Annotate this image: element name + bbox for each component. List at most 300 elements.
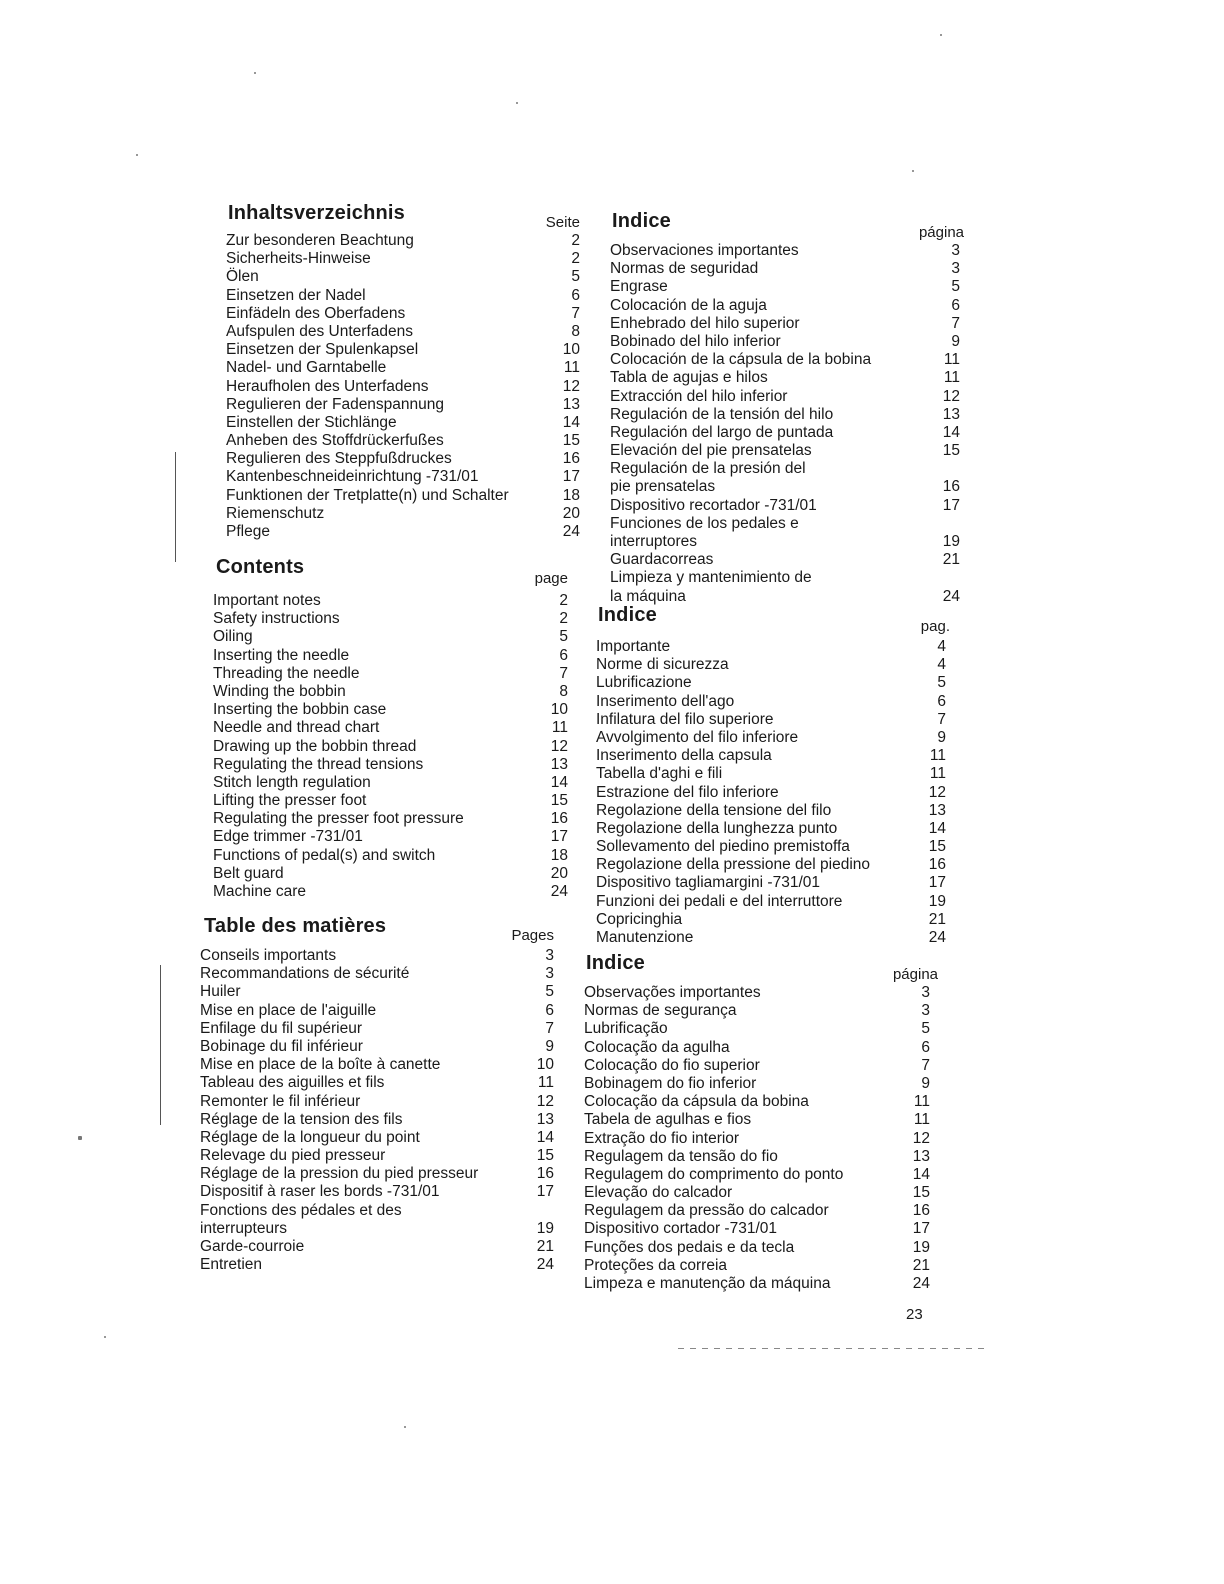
toc-entry-page: 2 — [559, 592, 568, 609]
toc-entry-title: Edge trimmer -731/01 — [213, 828, 363, 846]
toc-entry-title: Oiling — [213, 628, 253, 646]
toc-entry-page: 8 — [571, 322, 580, 340]
toc-entry-title: Regulieren der Fadenspannung — [226, 395, 445, 413]
toc-entry-page: 5 — [571, 268, 580, 286]
toc-entry — [213, 683, 568, 701]
toc-entry-page: 17 — [562, 468, 580, 486]
toc-entry-title: Bobinagem do fio inferior — [584, 1074, 757, 1092]
toc-entry-title: Bobinage du fil inférieur — [200, 1037, 363, 1055]
toc-entry-title: Regulating the presser foot pressure — [213, 810, 464, 828]
toc-entry-title: Kantenbeschneideinrichtung -731/01 — [226, 468, 479, 486]
toc-entry — [610, 278, 960, 296]
toc-entry — [610, 351, 960, 369]
toc-entry-title: Regolazione della tensione del filo — [596, 801, 832, 819]
toc-entries — [602, 240, 964, 606]
toc-entry-title: Pflege — [226, 523, 270, 540]
toc-entry-title: Colocación de la aguja — [610, 296, 767, 314]
toc-entry — [584, 1184, 930, 1202]
toc-section-en — [204, 556, 568, 901]
toc-entry — [200, 1093, 554, 1111]
toc-entry — [226, 378, 580, 396]
section-title: Indice — [612, 210, 671, 232]
toc-entry — [584, 1202, 930, 1220]
toc-entry — [596, 765, 946, 783]
toc-entry-page: 8 — [559, 682, 568, 700]
toc-entry-title: Threading the needle — [213, 664, 360, 682]
toc-entry-title: Réglage de la tension des fils — [200, 1110, 403, 1128]
toc-entry-page: 7 — [951, 314, 960, 332]
toc-entry-title: Enhebrado del hilo superior — [610, 314, 800, 332]
toc-entry — [610, 315, 960, 333]
toc-entry-page: 3 — [545, 947, 554, 964]
toc-entry — [584, 1130, 930, 1148]
toc-entry-title: Important notes — [213, 592, 321, 609]
toc-entry — [226, 523, 580, 541]
toc-entry — [610, 369, 960, 387]
toc-entry — [610, 442, 960, 460]
toc-entry-title: Proteções da correia — [584, 1256, 728, 1274]
toc-entry-page: 18 — [562, 486, 580, 504]
toc-entry-title: Conseils importants — [200, 947, 337, 964]
toc-entry-title: Riemenschutz — [226, 504, 325, 522]
toc-entry-page: 11 — [537, 1074, 554, 1092]
section-title: Table des matières — [204, 915, 387, 937]
toc-entry-page: 17 — [942, 496, 960, 514]
toc-entry-page: 10 — [562, 341, 580, 359]
toc-entry — [596, 656, 946, 674]
toc-entry — [584, 1148, 930, 1166]
toc-entry-page: 21 — [942, 551, 960, 569]
toc-section-es — [602, 210, 964, 606]
toc-entry-title: Funções dos pedais e da tecla — [584, 1238, 795, 1256]
toc-entry-title: Sicherheits-Hinweise — [226, 250, 371, 268]
toc-entry-page: 17 — [536, 1183, 554, 1201]
page-column-label: página — [918, 224, 964, 241]
toc-entry-page: 16 — [562, 450, 580, 468]
toc-entry-page: 24 — [928, 929, 946, 946]
toc-entry — [213, 828, 568, 846]
section-title: Indice — [598, 604, 657, 626]
section-title: Inhaltsverzeichnis — [228, 202, 405, 224]
toc-entry — [213, 774, 568, 792]
toc-entry — [200, 1238, 554, 1256]
toc-entry — [226, 250, 580, 268]
toc-entry — [584, 1093, 930, 1111]
toc-entry — [200, 1056, 554, 1074]
toc-entry-title: Drawing up the bobbin thread — [213, 737, 417, 755]
toc-entry — [596, 820, 946, 838]
toc-entry — [226, 414, 580, 432]
toc-entry — [226, 468, 580, 486]
toc-entries — [192, 945, 554, 1274]
toc-entry-page: 12 — [562, 377, 580, 395]
toc-entry — [584, 1039, 930, 1057]
toc-entry-title: Regulagem da tensão do fio — [584, 1147, 778, 1165]
toc-entry-page: 7 — [937, 710, 946, 728]
toc-entry-title: Tabella d'aghi e fili — [596, 765, 723, 783]
toc-entry-page: 7 — [921, 1056, 930, 1074]
toc-entry — [596, 674, 946, 692]
toc-entry-title: Regulagem da pressão do calcador — [584, 1202, 829, 1220]
toc-entry-title: Regulación del largo de puntada — [610, 423, 834, 441]
toc-entry — [610, 260, 960, 278]
toc-entry-page: 15 — [550, 792, 568, 810]
toc-entry — [226, 232, 580, 250]
toc-entry — [213, 665, 568, 683]
toc-entry-page: 5 — [545, 983, 554, 1001]
section-title: Indice — [586, 952, 645, 974]
toc-entry-title: Mise en place de la boîte à canette — [200, 1056, 441, 1074]
toc-entry-page: 21 — [928, 910, 946, 928]
toc-entry — [610, 551, 960, 569]
toc-entry — [610, 569, 960, 587]
toc-entry — [584, 1020, 930, 1038]
toc-entries — [590, 634, 950, 947]
toc-entry-title: Regulieren des Steppfußdruckes — [226, 450, 452, 468]
toc-entry — [200, 1147, 554, 1165]
toc-entry-title: Limpeza e manutenção da máquina — [584, 1275, 831, 1292]
toc-entry — [584, 1220, 930, 1238]
toc-section-de — [214, 202, 580, 541]
toc-entry-page: 6 — [571, 286, 580, 304]
scan-margin-line-lower — [160, 965, 161, 1125]
toc-entry-page: 16 — [536, 1165, 554, 1183]
toc-entry-title: Heraufholen des Unterfadens — [226, 377, 429, 395]
toc-entry-page: 5 — [937, 674, 946, 692]
toc-entry — [200, 1002, 554, 1020]
toc-entry-title: Inserimento dell'ago — [596, 692, 735, 710]
toc-entry — [200, 1202, 554, 1220]
toc-entry-title: Regulagem do comprimento do ponto — [584, 1165, 844, 1183]
toc-entry-title: Einstellen der Stichlänge — [226, 413, 397, 431]
toc-entry-title: Extracción del hilo inferior — [610, 387, 788, 405]
toc-entry — [610, 406, 960, 424]
toc-entry-title: Tabela de agulhas e fios — [584, 1111, 752, 1129]
toc-entry-page: 4 — [937, 656, 946, 674]
toc-entry — [226, 359, 580, 377]
toc-entry — [200, 1256, 554, 1274]
toc-entry-page: 11 — [929, 747, 946, 765]
toc-entry-page: 11 — [943, 369, 960, 387]
scan-speck — [104, 1336, 106, 1338]
toc-entry-title: Funciones de los pedales e — [610, 514, 799, 532]
toc-entry-page: 9 — [937, 728, 946, 746]
toc-entry-page: 12 — [550, 737, 568, 755]
scan-speck — [78, 1136, 82, 1140]
toc-entry — [596, 893, 946, 911]
toc-entry-page: 7 — [571, 304, 580, 322]
toc-entry — [610, 497, 960, 515]
section-title: Contents — [216, 556, 305, 578]
toc-entry — [596, 747, 946, 765]
toc-entry-page: 3 — [545, 965, 554, 983]
toc-entry-page: 4 — [937, 638, 946, 655]
toc-entry — [584, 1075, 930, 1093]
toc-entry-page: 14 — [536, 1128, 554, 1146]
page-column-label: page — [534, 570, 568, 587]
toc-entry — [584, 1166, 930, 1184]
toc-entry — [610, 460, 960, 478]
toc-entry-page: 12 — [536, 1092, 554, 1110]
toc-entry-page: 14 — [550, 773, 568, 791]
toc-entry-title: Relevage du pied presseur — [200, 1147, 386, 1165]
toc-entry-page: 9 — [545, 1037, 554, 1055]
toc-entry-title: Funzioni dei pedali e del interruttore — [596, 892, 843, 910]
toc-section-it — [590, 604, 950, 947]
toc-entry-page: 24 — [912, 1275, 930, 1292]
toc-entry — [584, 1057, 930, 1075]
toc-entry-page: 14 — [912, 1165, 930, 1183]
toc-entry — [213, 792, 568, 810]
toc-entry-title: Inserting the bobbin case — [213, 701, 387, 719]
toc-entry-page: 16 — [928, 856, 946, 874]
toc-entry-title: Einsetzen der Nadel — [226, 286, 366, 304]
toc-entry-title: Tableau des aiguilles et fils — [200, 1074, 385, 1092]
toc-entry-page: 16 — [550, 810, 568, 828]
toc-entry-title: Observaciones importantes — [610, 242, 799, 259]
toc-entry-title: Lubrificazione — [596, 674, 692, 692]
toc-entry-page: 13 — [550, 755, 568, 773]
toc-entry-title: Manutenzione — [596, 929, 694, 946]
toc-entry — [213, 883, 568, 901]
toc-entry — [213, 738, 568, 756]
toc-entry — [226, 323, 580, 341]
section-header — [578, 952, 938, 982]
toc-entry-title: Regolazione della pressione del piedino — [596, 856, 871, 874]
toc-entry-title: Dispositivo cortador -731/01 — [584, 1220, 777, 1238]
toc-entry-title: Tabla de agujas e hilos — [610, 369, 768, 387]
toc-entry-title: Elevación del pie prensatelas — [610, 442, 812, 460]
page-column-label: Pages — [511, 927, 554, 944]
toc-entry-page: 19 — [942, 533, 960, 550]
toc-entry-title: Zur besonderen Beachtung — [226, 232, 414, 249]
toc-entry-title: Guardacorreas — [610, 551, 714, 569]
toc-entry-title: Sollevamento del piedino premistoffa — [596, 838, 850, 856]
toc-entry-title: interruptores — [610, 533, 698, 550]
toc-entry-page: 2 — [571, 250, 580, 268]
toc-entry-page: 11 — [943, 351, 960, 369]
toc-entry — [200, 1183, 554, 1201]
toc-entry — [610, 515, 960, 533]
scan-dash-line — [678, 1348, 988, 1349]
toc-entry — [596, 729, 946, 747]
toc-entry — [584, 1002, 930, 1020]
toc-entry-title: Dispositif à raser les bords -731/01 — [200, 1183, 440, 1201]
toc-entry-page: 3 — [921, 984, 930, 1001]
toc-entry — [213, 701, 568, 719]
toc-entry-title: Regulación de la tensión del hilo — [610, 405, 834, 423]
toc-entry-page: 2 — [559, 610, 568, 628]
toc-entry-page: 16 — [942, 478, 960, 496]
toc-entry — [610, 242, 960, 260]
scan-speck — [516, 102, 518, 104]
toc-entry-title: Limpieza y mantenimiento de — [610, 569, 812, 587]
toc-entry-title: Colocação do fio superior — [584, 1056, 760, 1074]
toc-entry — [200, 1129, 554, 1147]
toc-entry-page: 10 — [550, 701, 568, 719]
toc-entry — [226, 396, 580, 414]
toc-entry-page: 17 — [912, 1220, 930, 1238]
toc-entry — [200, 1111, 554, 1129]
toc-entry-page: 5 — [951, 278, 960, 296]
toc-entry-page: 13 — [928, 801, 946, 819]
toc-entry-title: Machine care — [213, 883, 307, 900]
toc-entry-page: 3 — [951, 242, 960, 259]
toc-entry-title: Dispositivo recortador -731/01 — [610, 496, 817, 514]
scan-speck — [912, 170, 914, 172]
toc-entry-page: 15 — [912, 1184, 930, 1202]
toc-entry — [584, 1111, 930, 1129]
toc-entry-page: 14 — [928, 819, 946, 837]
toc-entry-page: 18 — [550, 846, 568, 864]
toc-entry-title: Dispositivo tagliamargini -731/01 — [596, 874, 821, 892]
toc-entry-page: 15 — [562, 432, 580, 450]
toc-entries — [214, 232, 580, 541]
toc-entry-title: Regolazione della lunghezza punto — [596, 819, 838, 837]
toc-entry — [213, 719, 568, 737]
toc-entry-page: 13 — [942, 405, 960, 423]
toc-entry — [200, 983, 554, 1001]
toc-entry-page: 17 — [550, 828, 568, 846]
section-header — [590, 604, 950, 634]
toc-entry-page: 6 — [921, 1038, 930, 1056]
section-header — [204, 556, 568, 586]
toc-entry-title: Colocação da cápsula da bobina — [584, 1093, 809, 1111]
toc-entry-page: 24 — [562, 523, 580, 540]
toc-entry-title: Mise en place de l'aiguille — [200, 1001, 377, 1019]
toc-entry-page: 12 — [912, 1129, 930, 1147]
toc-entry — [584, 984, 930, 1002]
toc-entry — [226, 432, 580, 450]
toc-entry-title: Normas de seguridad — [610, 260, 759, 278]
toc-entry-title: Observações importantes — [584, 984, 761, 1001]
toc-entry-title: Einsetzen der Spulenkapsel — [226, 341, 419, 359]
toc-entries — [204, 586, 568, 901]
toc-entry — [610, 424, 960, 442]
toc-entry — [596, 638, 946, 656]
toc-entry-title: Norme di sicurezza — [596, 656, 729, 674]
toc-entry-page: 19 — [912, 1238, 930, 1256]
toc-entry-page: 11 — [929, 765, 946, 783]
toc-entry-title: pie prensatelas — [610, 478, 716, 496]
toc-entry-page: 13 — [912, 1147, 930, 1165]
toc-entry-page: 20 — [550, 864, 568, 882]
toc-entry-title: Extração do fio interior — [584, 1129, 740, 1147]
toc-entry-page: 16 — [912, 1202, 930, 1220]
toc-section-pt — [578, 952, 938, 1293]
toc-entry — [226, 450, 580, 468]
toc-entry — [213, 847, 568, 865]
toc-entry-title: Nadel- und Garntabelle — [226, 359, 387, 377]
toc-entry — [584, 1239, 930, 1257]
page-column-label: pag. — [920, 618, 950, 635]
toc-entry — [213, 647, 568, 665]
toc-entry — [200, 1220, 554, 1238]
toc-entry-page: 13 — [536, 1110, 554, 1128]
toc-entry-page: 21 — [912, 1256, 930, 1274]
toc-entry-page: 24 — [550, 883, 568, 900]
toc-entry-page: 7 — [559, 664, 568, 682]
section-header — [602, 210, 964, 240]
toc-entry-page: 9 — [921, 1074, 930, 1092]
toc-entry — [610, 478, 960, 496]
toc-entry-title: Regulating the thread tensions — [213, 755, 424, 773]
toc-entry — [226, 341, 580, 359]
scan-speck — [940, 34, 942, 36]
toc-entry-page: 19 — [536, 1219, 554, 1237]
toc-entry-title: Infilatura del filo superiore — [596, 710, 774, 728]
toc-entry — [610, 388, 960, 406]
toc-entry-title: Needle and thread chart — [213, 719, 380, 737]
toc-entry-title: Elevação do calcador — [584, 1184, 733, 1202]
scan-margin-line-upper — [175, 452, 176, 562]
page-column-label: página — [892, 966, 938, 983]
toc-entry-title: Winding the bobbin — [213, 682, 346, 700]
toc-entry-title: Stitch length regulation — [213, 773, 371, 791]
toc-entry — [226, 305, 580, 323]
toc-entry — [213, 756, 568, 774]
toc-entry-page: 10 — [536, 1056, 554, 1074]
toc-entry — [213, 810, 568, 828]
toc-entry-page: 13 — [562, 395, 580, 413]
toc-entry-title: Réglage de la pression du pied presseur — [200, 1165, 479, 1183]
page-column-label: Seite — [545, 214, 580, 231]
toc-entry-title: Estrazione del filo inferiore — [596, 783, 779, 801]
toc-entry-page: 12 — [942, 387, 960, 405]
toc-entry-page: 15 — [536, 1147, 554, 1165]
toc-entry — [213, 628, 568, 646]
toc-entry — [226, 268, 580, 286]
toc-entry-title: Safety instructions — [213, 610, 340, 628]
toc-entry — [596, 802, 946, 820]
toc-entry-title: Ölen — [226, 268, 259, 286]
toc-entry-page: 24 — [942, 587, 960, 605]
toc-entry — [200, 1038, 554, 1056]
toc-entry-title: Recommandations de sécurité — [200, 965, 410, 983]
toc-entry-page: 15 — [928, 838, 946, 856]
toc-entry-title: Aufspulen des Unterfadens — [226, 322, 413, 340]
toc-section-fr — [192, 915, 554, 1274]
toc-entry-title: Entretien — [200, 1256, 263, 1274]
toc-entry-title: la máquina — [610, 587, 686, 605]
toc-entry — [596, 856, 946, 874]
toc-entry — [200, 1165, 554, 1183]
toc-entry-page: 21 — [536, 1238, 554, 1255]
toc-entry-title: Inserimento della capsula — [596, 747, 772, 765]
toc-entry-page: 5 — [559, 628, 568, 646]
section-header — [214, 202, 580, 232]
toc-entry-page: 11 — [913, 1111, 930, 1129]
scan-speck — [136, 154, 138, 156]
toc-entry — [596, 838, 946, 856]
toc-entry-page: 15 — [942, 442, 960, 460]
toc-entry-title: Anheben des Stoffdrückerfußes — [226, 432, 444, 450]
toc-entry-title: Réglage de la longueur du point — [200, 1128, 420, 1146]
toc-entry-title: Einfädeln des Oberfadens — [226, 304, 406, 322]
toc-entry — [213, 610, 568, 628]
toc-entry — [213, 592, 568, 610]
toc-entry-title: Importante — [596, 638, 671, 655]
toc-entry — [584, 1275, 930, 1293]
toc-entry — [596, 911, 946, 929]
toc-entry-page: 11 — [913, 1093, 930, 1111]
toc-entry-page: 5 — [921, 1020, 930, 1038]
toc-entry-title: Bobinado del hilo inferior — [610, 332, 781, 350]
toc-entry-title: interrupteurs — [200, 1219, 288, 1237]
toc-entry-title: Copricinghia — [596, 910, 683, 928]
toc-entry — [610, 333, 960, 351]
toc-entry-title: Engrase — [610, 278, 668, 296]
